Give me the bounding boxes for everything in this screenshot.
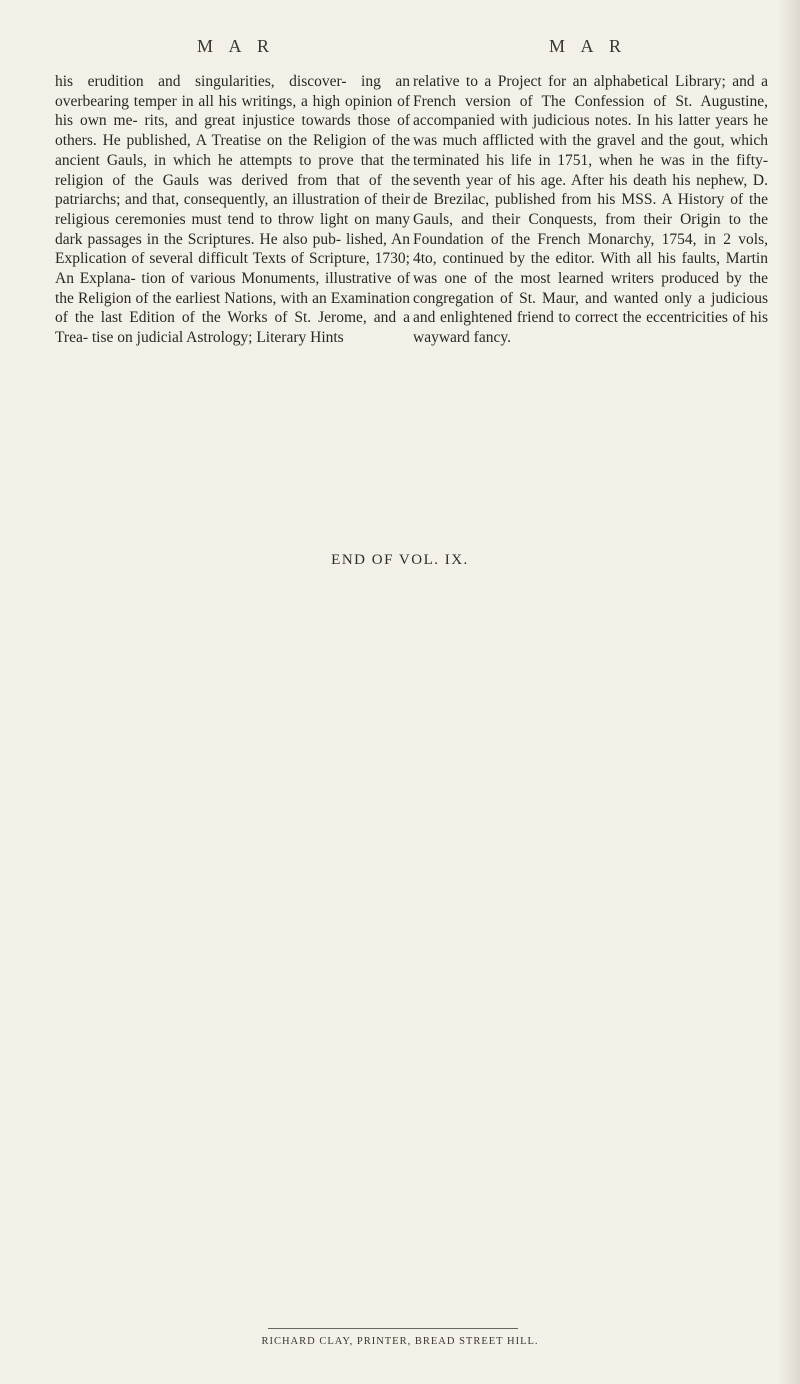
end-of-volume-note: END OF VOL. IX. xyxy=(331,552,469,568)
printer-imprint: RICHARD CLAY, PRINTER, BREAD STREET HILL. xyxy=(261,1336,539,1347)
paragraph-left: his erudition and singularities, discover- ing an overbearing temper in all his writings, a high opinion of his own me- rits, and great injustice towards those of others. He published, A Treatise on the Religion of the ancient Gauls, in which he attempts to prove that the religion of the Gauls was derived from that of the patriarchs; and that, consequently, an illustration of their religious ceremonies must tend to throw light on many dark passages in the Scriptures. He also pub- lished, An Explication of several difficult Texts of Scripture, 1730; An Explana- tion of various Monuments, illustrative of the Religion of the earliest Nations, with an Examination of the last Edition of the Works of St. Jerome, and a Trea- tise on judicial Astrology; Literary Hints xyxy=(55,73,410,347)
text-column-left xyxy=(55,72,410,348)
page-edge-shadow xyxy=(778,0,800,1384)
text-column-right xyxy=(413,72,768,348)
imprint-rule xyxy=(268,1328,518,1329)
paragraph-right: relative to a Project for an alphabetical Library; and a French version of The Confession of St. Augustine, accompanied with judicious notes. In his latter years he was much afflicted with the gravel and the gout, which terminated his life in 1751, when he was in the fifty-seventh year of his age. After his death his nephew, D. de Brezilac, published from his MSS. A History of the Gauls, and their Conquests, from their Origin to the Foundation of the French Monarchy, 1754, in 2 vols, 4to, continued by the editor. With all his faults, Martin was one of the most learned writers produced by the congregation of St. Maur, and wanted only a judicious and enlightened friend to correct the eccentricities of his wayward fancy. xyxy=(413,73,768,347)
running-head-left: M A R xyxy=(197,36,276,56)
running-head-right: M A R xyxy=(549,36,628,56)
